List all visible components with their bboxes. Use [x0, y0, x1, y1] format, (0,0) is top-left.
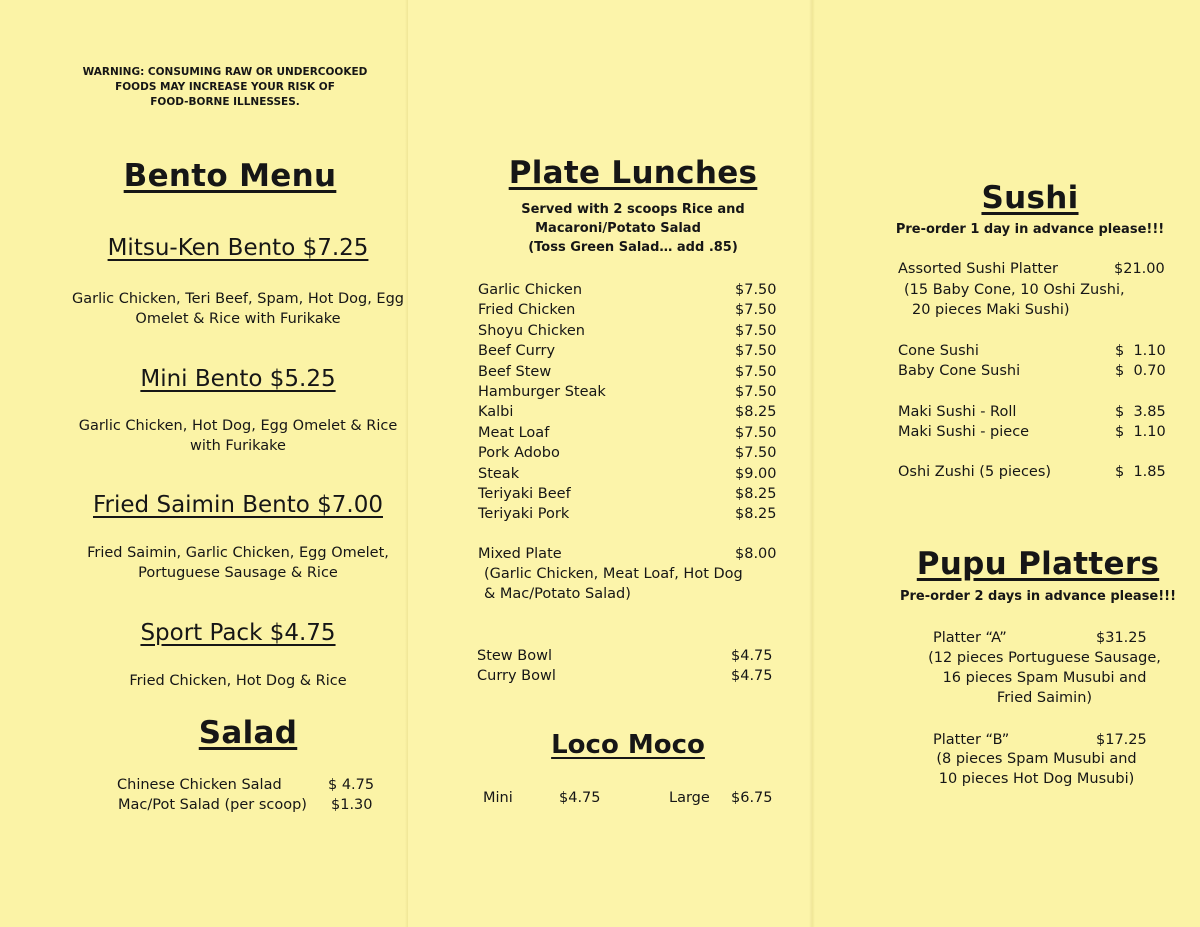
- warning-line: FOODS MAY INCREASE YOUR RISK OF: [115, 81, 335, 93]
- plate-item-name: Beef Stew: [478, 363, 552, 380]
- bowl-price: $4.75: [731, 648, 773, 664]
- middle-panel: [408, 0, 812, 927]
- plate-item: [478, 443, 778, 463]
- plate-item-price: $7.50: [735, 383, 777, 400]
- plate-item-price: $8.25: [735, 506, 777, 523]
- bento-description: Fried Chicken, Hot Dog & Rice: [129, 673, 347, 689]
- pupu-platter-price: $31.25: [1096, 630, 1147, 646]
- sushi-item-name: Cone Sushi: [898, 343, 979, 359]
- sushi-title: Sushi: [981, 180, 1079, 216]
- plate-list: [478, 280, 778, 525]
- sushi-platter-description: (15 Baby Cone, 10 Oshi Zushi, 20 pieces Maki Sushi): [904, 282, 1125, 318]
- plate-item-name: Shoyu Chicken: [478, 322, 585, 339]
- pupu-platter-description: (12 pieces Portuguese Sausage, 16 pieces Spam Musubi and Fried Saimin): [928, 650, 1161, 706]
- plate-item-name: Kalbi: [478, 404, 514, 421]
- bowl-name: Curry Bowl: [477, 668, 556, 684]
- loco-large-label: Large: [669, 790, 710, 806]
- plate-item-name: Hamburger Steak: [478, 383, 606, 400]
- sushi-item-name: Maki Sushi - piece: [898, 424, 1030, 440]
- plate-item-name: Garlic Chicken: [478, 282, 583, 298]
- plate-item-price: $9.00: [735, 465, 777, 482]
- salad-item-name: Mac/Pot Salad (per scoop): [118, 797, 307, 813]
- sushi-item-price: $ 0.70: [1115, 363, 1166, 379]
- plate-item-name: Steak: [478, 465, 520, 482]
- plate-item-name: Pork Adobo: [478, 445, 560, 462]
- plate-item-name: Teriyaki Pork: [478, 506, 570, 523]
- plate-item-name: Fried Chicken: [478, 302, 576, 319]
- bento-heading: Sport Pack $4.75: [140, 620, 336, 646]
- plate-item: [478, 382, 778, 402]
- mixed-plate-name: Mixed Plate: [478, 546, 562, 562]
- plate-item-price: $7.50: [735, 363, 777, 380]
- plate-item-price: $7.50: [735, 343, 777, 360]
- plate-item-name: Beef Curry: [478, 343, 556, 360]
- plate-lunches-title: Plate Lunches: [508, 155, 758, 191]
- plate-item: [478, 362, 778, 382]
- bento-description: Garlic Chicken, Teri Beef, Spam, Hot Dog, Egg Omelet & Rice with Furikake: [71, 291, 404, 327]
- salad-item-price: $1.30: [331, 797, 373, 813]
- mixed-plate-price: $8.00: [735, 546, 777, 562]
- plate-item: [478, 321, 778, 341]
- pupu-platters-title: Pupu Platters: [916, 546, 1160, 582]
- plate-lunches-subtitle: Served with 2 scoops Rice and Macaroni/Potato Salad (Toss Green Salad… add .85): [521, 202, 745, 255]
- plate-item: [478, 464, 778, 484]
- plate-item: [478, 280, 778, 300]
- plate-item-name: Meat Loaf: [478, 424, 550, 441]
- bento-heading: Mitsu-Ken Bento $7.25: [107, 235, 369, 261]
- sushi-item-name: Maki Sushi - Roll: [898, 404, 1017, 420]
- pupu-platter-price: $17.25: [1096, 732, 1147, 748]
- plate-item: [478, 402, 778, 422]
- sushi-item-price: $ 1.85: [1115, 464, 1166, 480]
- plate-item: [478, 504, 778, 524]
- sushi-item-name: Baby Cone Sushi: [898, 363, 1021, 379]
- bowl-price: $4.75: [731, 668, 773, 684]
- bento-heading: Mini Bento $5.25: [140, 366, 336, 392]
- raw-food-warning: [60, 65, 390, 110]
- warning-line: FOOD-BORNE ILLNESSES.: [150, 96, 300, 108]
- plate-item: [478, 300, 778, 320]
- plate-item-price: $7.50: [735, 424, 777, 441]
- loco-mini-price: $4.75: [559, 790, 601, 806]
- plate-item: [478, 484, 778, 504]
- salad-item-price: $ 4.75: [328, 777, 375, 793]
- sushi-platter-price: $21.00: [1114, 261, 1165, 277]
- plate-item-price: $8.25: [735, 404, 777, 421]
- plate-item-price: $7.50: [735, 282, 777, 298]
- sushi-item-price: $ 1.10: [1115, 424, 1166, 440]
- pupu-preorder-note: Pre-order 2 days in advance please!!!: [899, 589, 1177, 604]
- plate-item: [478, 341, 778, 361]
- bento-description: Fried Saimin, Garlic Chicken, Egg Omelet, Portuguese Sausage & Rice: [87, 545, 389, 581]
- sushi-item-price: $ 3.85: [1115, 404, 1166, 420]
- loco-mini-label: Mini: [483, 790, 513, 806]
- right-panel: [812, 0, 1200, 927]
- plate-item-price: $7.50: [735, 302, 777, 319]
- bento-heading: Fried Saimin Bento $7.00: [93, 492, 383, 518]
- pupu-platter-description: (8 pieces Spam Musubi and 10 pieces Hot Dog Musubi): [936, 751, 1137, 787]
- pupu-platter-name: Platter “B”: [933, 732, 1010, 748]
- loco-large-price: $6.75: [731, 790, 773, 806]
- plate-item: [478, 423, 778, 443]
- salad-title: Salad: [198, 715, 298, 751]
- sushi-preorder-note: Pre-order 1 day in advance please!!!: [895, 222, 1165, 237]
- bowl-name: Stew Bowl: [477, 648, 552, 664]
- salad-item-name: Chinese Chicken Salad: [117, 777, 282, 793]
- plate-item-price: $8.25: [735, 485, 777, 502]
- mixed-plate-description: (Garlic Chicken, Meat Loaf, Hot Dog & Mac/Potato Salad): [484, 566, 743, 602]
- warning-line: WARNING: CONSUMING RAW OR UNDERCOOKED: [82, 66, 368, 78]
- sushi-platter-name: Assorted Sushi Platter: [898, 261, 1058, 277]
- left-panel: [0, 0, 408, 927]
- bento-menu-title: Bento Menu: [123, 158, 337, 194]
- plate-item-name: Teriyaki Beef: [478, 485, 571, 502]
- plate-item-price: $7.50: [735, 322, 777, 339]
- loco-moco-title: Loco Moco: [551, 730, 705, 760]
- sushi-item-name: Oshi Zushi (5 pieces): [898, 464, 1052, 480]
- sushi-item-price: $ 1.10: [1115, 343, 1166, 359]
- pupu-platter-name: Platter “A”: [933, 630, 1007, 646]
- bento-description: Garlic Chicken, Hot Dog, Egg Omelet & Rice with Furikake: [78, 418, 398, 454]
- plate-item-price: $7.50: [735, 445, 777, 462]
